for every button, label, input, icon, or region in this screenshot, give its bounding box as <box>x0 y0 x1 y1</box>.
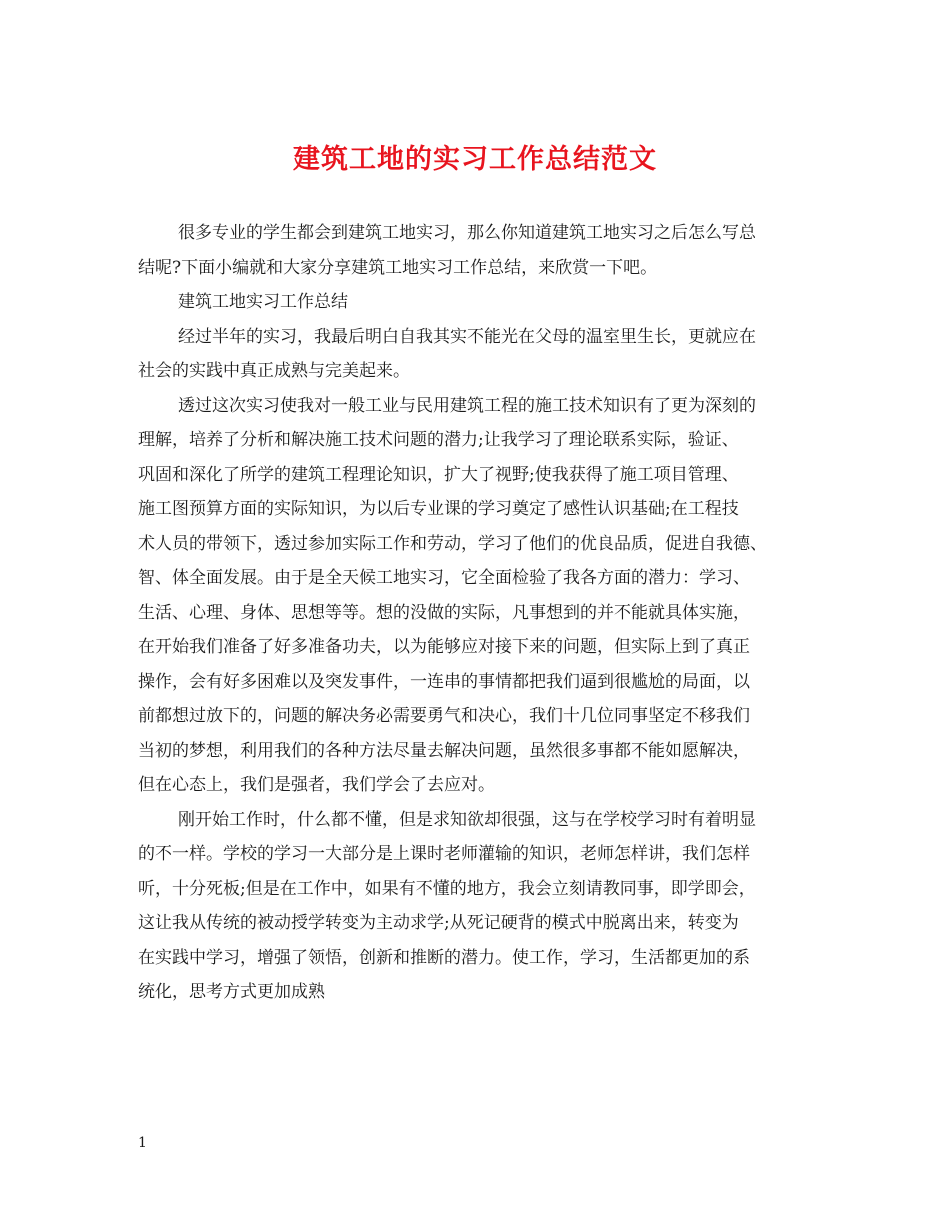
body-line: 前都想过放下的，问题的解决务必需要勇气和决心，我们十几位同事坚定不移我们 <box>138 706 750 726</box>
document-title: 建筑工地的实习工作总结范文 <box>293 144 657 175</box>
body-line: 但在心态上，我们是强者，我们学会了去应对。 <box>138 775 495 795</box>
body-line: 操作，会有好多困难以及突发事件，一连串的事情都把我们逼到很尴尬的局面，以 <box>138 671 750 692</box>
body-line: 透过这次实习使我对一般工业与民用建筑工程的施工技术知识有了更为深刻的 <box>178 395 756 416</box>
body-line: 的不一样。学校的学习一大部分是上课时老师灌输的知识，老师怎样讲，我们怎样 <box>138 844 750 864</box>
body-line: 在实践中学习，增强了领悟，创新和推断的潜力。使工作，学习，生活都更加的系 <box>138 947 750 968</box>
body-line: 在开始我们准备了好多准备功夫，以为能够应对接下来的问题，但实际上到了真正 <box>138 637 750 657</box>
body-line: 听，十分死板;但是在工作中，如果有不懂的地方，我会立刻请教同事，即学即会， <box>138 878 756 899</box>
body-line: 统化，思考方式更加成熟 <box>138 982 325 1002</box>
body-line: 很多专业的学生都会到建筑工地实习，那么你知道建筑工地实习之后怎么写总 <box>178 223 756 243</box>
document-body <box>138 216 828 1010</box>
body-line: 结呢?下面小编就和大家分享建筑工地实习工作总结，来欣赏一下吧。 <box>138 257 658 278</box>
body-line: 刚开始工作时，什么都不懂，但是求知欲却很强，这与在学校学习时有着明显 <box>178 809 756 830</box>
body-line: 建筑工地实习工作总结 <box>178 292 348 312</box>
body-line: 理解，培养了分析和解决施工技术问题的潜力;让我学习了理论联系实际，验证、 <box>138 430 739 450</box>
body-line: 巩固和深化了所学的建筑工程理论知识，扩大了视野;使我获得了施工项目管理、 <box>138 464 739 485</box>
body-line: 施工图预算方面的实际知识，为以后专业课的学习奠定了感性认识基础;在工程技 <box>138 499 739 519</box>
body-line: 经过半年的实习，我最后明白自我其实不能光在父母的温室里生长，更就应在 <box>178 326 756 347</box>
body-line: 生活、心理、身体、思想等等。想的没做的实际，凡事想到的并不能就具体实施， <box>138 602 750 623</box>
body-line: 智、体全面发展。由于是全天候工地实习，它全面检验了我各方面的潜力：学习、 <box>138 568 750 588</box>
body-line: 当初的梦想，利用我们的各种方法尽量去解决问题，虽然很多事都不能如愿解决， <box>138 740 750 761</box>
body-line: 术人员的带领下，透过参加实际工作和劳动，学习了他们的优良品质，促进自我德、 <box>138 533 767 554</box>
page-number: 1 <box>138 1135 147 1151</box>
body-line: 社会的实践中真正成熟与完美起来。 <box>138 361 410 381</box>
body-line: 这让我从传统的被动授学转变为主动求学;从死记硬背的模式中脱离出来，转变为 <box>138 913 739 933</box>
